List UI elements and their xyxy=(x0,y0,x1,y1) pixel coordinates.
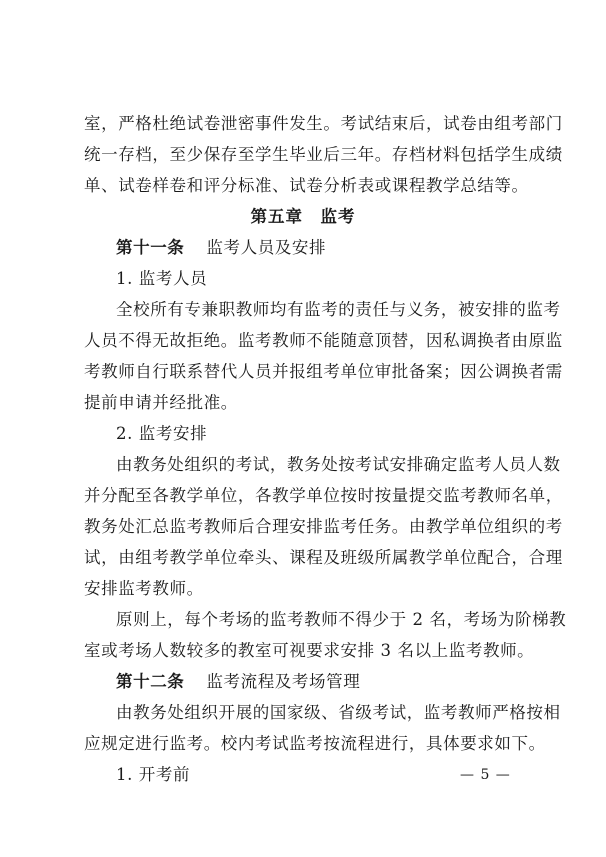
page-number: — 5 — xyxy=(460,767,511,783)
paragraph-line: 并分配至各教学单位，各教学单位按时按量提交监考教师名单， xyxy=(84,486,563,505)
paragraph-line: 室，严格杜绝试卷泄密事件发生。考试结束后，试卷由组考部门 xyxy=(84,114,563,133)
article-heading xyxy=(116,672,524,692)
paragraph-line: 单、试卷样卷和评分标准、试卷分析表或课程教学总结等。 xyxy=(84,176,529,195)
paragraph-line: 应规定进行监考。校内考试监考按流程进行，具体要求如下。 xyxy=(84,734,546,753)
article-heading xyxy=(116,238,524,258)
paragraph-line: 提前申请并经批准。 xyxy=(84,393,238,412)
section-heading: 1. 监考人员 xyxy=(116,269,208,288)
paragraph-line: 人员不得无故拒绝。监考教师不能随意顶替，因私调换者由原监 xyxy=(84,331,563,350)
article-title: 监考人员及安排 xyxy=(206,238,327,257)
paragraph-line: 试，由组考教学单位牵头、课程及班级所属教学单位配合，合理 xyxy=(84,548,563,567)
paragraph-line: 原则上，每个考场的监考教师不得少于 2 名，考场为阶梯教 xyxy=(116,610,567,629)
chapter-title: 第五章 监考 xyxy=(250,207,356,226)
section-heading: 1. 开考前 xyxy=(116,765,191,784)
article-label: 第十一条 xyxy=(116,238,185,257)
article-label: 第十二条 xyxy=(116,672,185,691)
paragraph-line: 考教师自行联系替代人员并报组考单位审批备案；因公调换者需 xyxy=(84,362,563,381)
paragraph-line: 统一存档，至少保存至学生毕业后三年。存档材料包括学生成绩 xyxy=(84,145,563,164)
paragraph-line: 由教务处组织开展的国家级、省级考试，监考教师严格按相 xyxy=(116,703,561,722)
section-heading: 2. 监考安排 xyxy=(116,424,208,443)
paragraph-line: 安排监考教师。 xyxy=(84,579,204,598)
paragraph-line: 教务处汇总监考教师后合理安排监考任务。由教学单位组织的考 xyxy=(84,517,563,536)
paragraph-line: 室或考场人数较多的教室可视要求安排 3 名以上监考教师。 xyxy=(84,641,535,660)
paragraph-line: 由教务处组织的考试，教务处按考试安排确定监考人员人数 xyxy=(116,455,561,474)
article-title: 监考流程及考场管理 xyxy=(206,672,361,691)
paragraph-line: 全校所有专兼职教师均有监考的责任与义务，被安排的监考 xyxy=(116,300,561,319)
